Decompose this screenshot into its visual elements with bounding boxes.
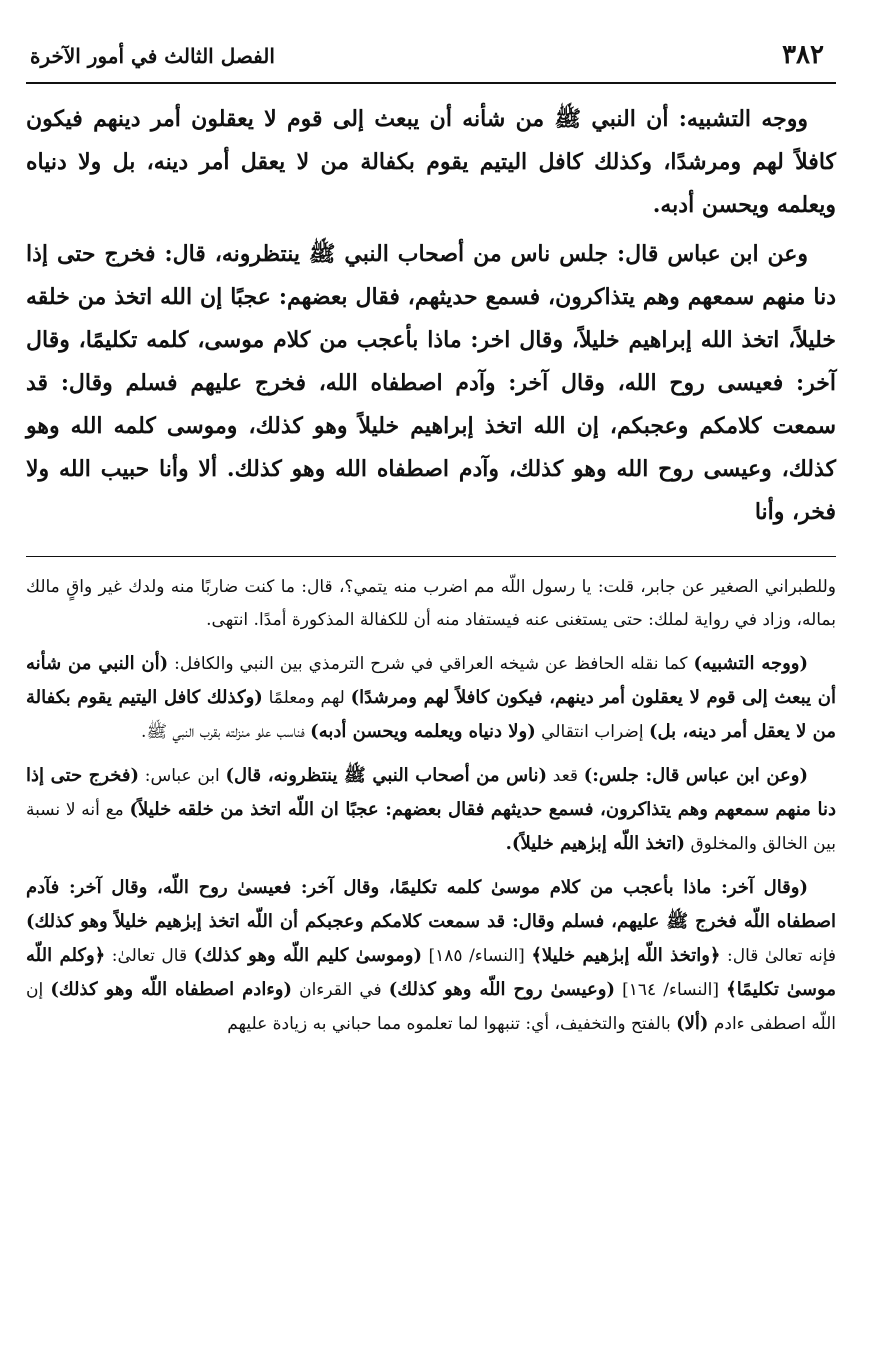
quran-verse: ﴿واتخذ اللّه إبرٰهيم خليلا﴾ (531, 945, 721, 966)
quoted-text: (وموسىٰ كليم اللّه وهو كذلك) (193, 945, 423, 966)
quoted-text: (وقال آخر: ماذا بأعجب من كلام موسىٰ كلمه تكليمًا، وقال آخر: فعيسىٰ روح اللّه، وقال آخر: فآدم اصطفاه اللّه فخرج ﷺ عليهم، فسلم وقال: قد سمعت كلامكم وعجبكم أن اللّه اتخذ إبرٰهيم خليلاً وهو كذلك) (26, 877, 836, 932)
quran-verse: ﴿وكلم اللّه موسىٰ تكليمًا﴾ (26, 945, 836, 1000)
quoted-text: (وعيسىٰ روح اللّه وهو كذلك) (388, 979, 615, 1000)
book-page (26, 40, 836, 1051)
quoted-text: (ولا دنياه ويعلمه ويحسن أدبه) (310, 721, 536, 742)
quoted-text: (وكذلك كافل اليتيم يقوم بكفالة من لا يعقل أمر دينه، بل) (26, 687, 836, 742)
footnote-divider (26, 556, 836, 557)
commentary-paragraph-4 (26, 871, 836, 1041)
main-paragraph-1: ووجه التشبيه: أن النبي ﷺ من شأنه أن يبعث إلى قوم لا يعقلون أمر دينهم فيكون كافلاً لهم ومرشدًا، وكذلك كافل اليتيم يقوم بكفالة من لا يعقل أمر دينه، بل ولا دنياه ويعلمه ويحسن أدبه. (26, 106, 836, 218)
explanation-text: قعد (547, 766, 584, 786)
commentary-paragraph-2 (26, 647, 836, 749)
quoted-text: (أن النبي من شأنه أن يبعث إلى قوم لا يعقلون أمر دينهم، فيكون كافلاً لهم ومرشدًا) (26, 653, 836, 708)
commentary-paragraph-1: وللطبراني الصغير عن جابر، قلت: يا رسول اللّه مم اضرب منه يتمي؟، قال: ما كنت ضاربًا منه ولدك غير واقٍ مالك بماله، وزاد في رواية لملك: حتى يستغنى عنه فيستفاد منه أن للكفالة المذكورة أمدًا. انتهى. (26, 577, 836, 630)
commentary-section (26, 571, 836, 1041)
explanation-text: بالفتح والتخفيف، أي: تنبهوا لما تعلموه مما حباني به زيادة عليهم (227, 1014, 677, 1034)
explanation-text: مع أنه لا نسبة بين الخالق والمخلوق (26, 800, 836, 854)
quoted-text: (اتخذ اللّه إبرٰهيم خليلاً). (505, 833, 686, 854)
explanation-text: لهم ومعلمًا (262, 688, 351, 708)
quoted-text: (وءادم اصطفاه اللّه وهو كذلك) (50, 979, 292, 1000)
hadith-text (26, 98, 836, 534)
page-header (26, 40, 836, 84)
explanation-text: ابن عباس: (139, 766, 226, 786)
quoted-text: (فخرج حتى إذا دنا منهم سمعهم وهم يتذاكرون، فسمع حديثهم فقال بعضهم: عجبًا ان اللّه اتخذ من خلقه خليلاً) (26, 765, 836, 820)
explanation-text: إضراب انتقالي (535, 722, 649, 742)
quoted-text: (ناس من أصحاب النبي ﷺ ينتظرونه، قال) (225, 765, 548, 786)
explanation-text: فناسب علو منزلته بقرب النبي ﷺ. (141, 722, 311, 742)
explanation-text: قال تعالىٰ: (105, 946, 194, 966)
commentary-paragraph-3 (26, 759, 836, 861)
explanation-text: إن اللّه اصطفى ءادم (26, 980, 836, 1034)
explanation-text: فإنه تعالىٰ قال: (720, 946, 836, 966)
running-title: الفصل الثالث في أمور الآخرة (30, 44, 275, 68)
verse-reference: [النساء/ ١٦٤] (614, 980, 727, 1000)
explanation-text: في القرءان (292, 980, 389, 1000)
verse-reference: [النساء/ ١٨٥] (422, 946, 532, 966)
quoted-text: (ووجه التشبيه) (693, 653, 808, 674)
quoted-text: (ألا) (676, 1013, 709, 1034)
page-number: ٣٨٢ (782, 40, 824, 70)
explanation-text: كما نقله الحافظ عن شيخه العراقي في شرح الترمذي بين النبي والكافل: (168, 654, 694, 674)
quoted-text: (وعن ابن عباس قال: جلس:) (583, 765, 809, 786)
main-paragraph-2: وعن ابن عباس قال: جلس ناس من أصحاب النبي ﷺ ينتظرونه، قال: فخرج حتى إذا دنا منهم سمعهم وهم يتذاكرون، فسمع حديثهم، فقال بعضهم: عجبًا إن الله اتخذ من خلقه خليلاً، اتخذ الله إبراهيم خليلاً، وقال اخر: ماذا بأعجب من كلام موسى، كلمه تكليمًا، وقال آخر: فعيسى روح الله، وقال آخر: وآدم اصطفاه الله، فخرج عليهم فسلم وقال: قد سمعت كلامكم وعجبكم، إن الله اتخذ إبراهيم خليلاً وهو كذلك، وموسى كلمه الله وهو كذلك، وعيسى روح الله وهو كذلك، وآدم اصطفاه الله وهو كذلك. ألا وأنا حبيب الله ولا فخر، وأنا (26, 241, 836, 525)
